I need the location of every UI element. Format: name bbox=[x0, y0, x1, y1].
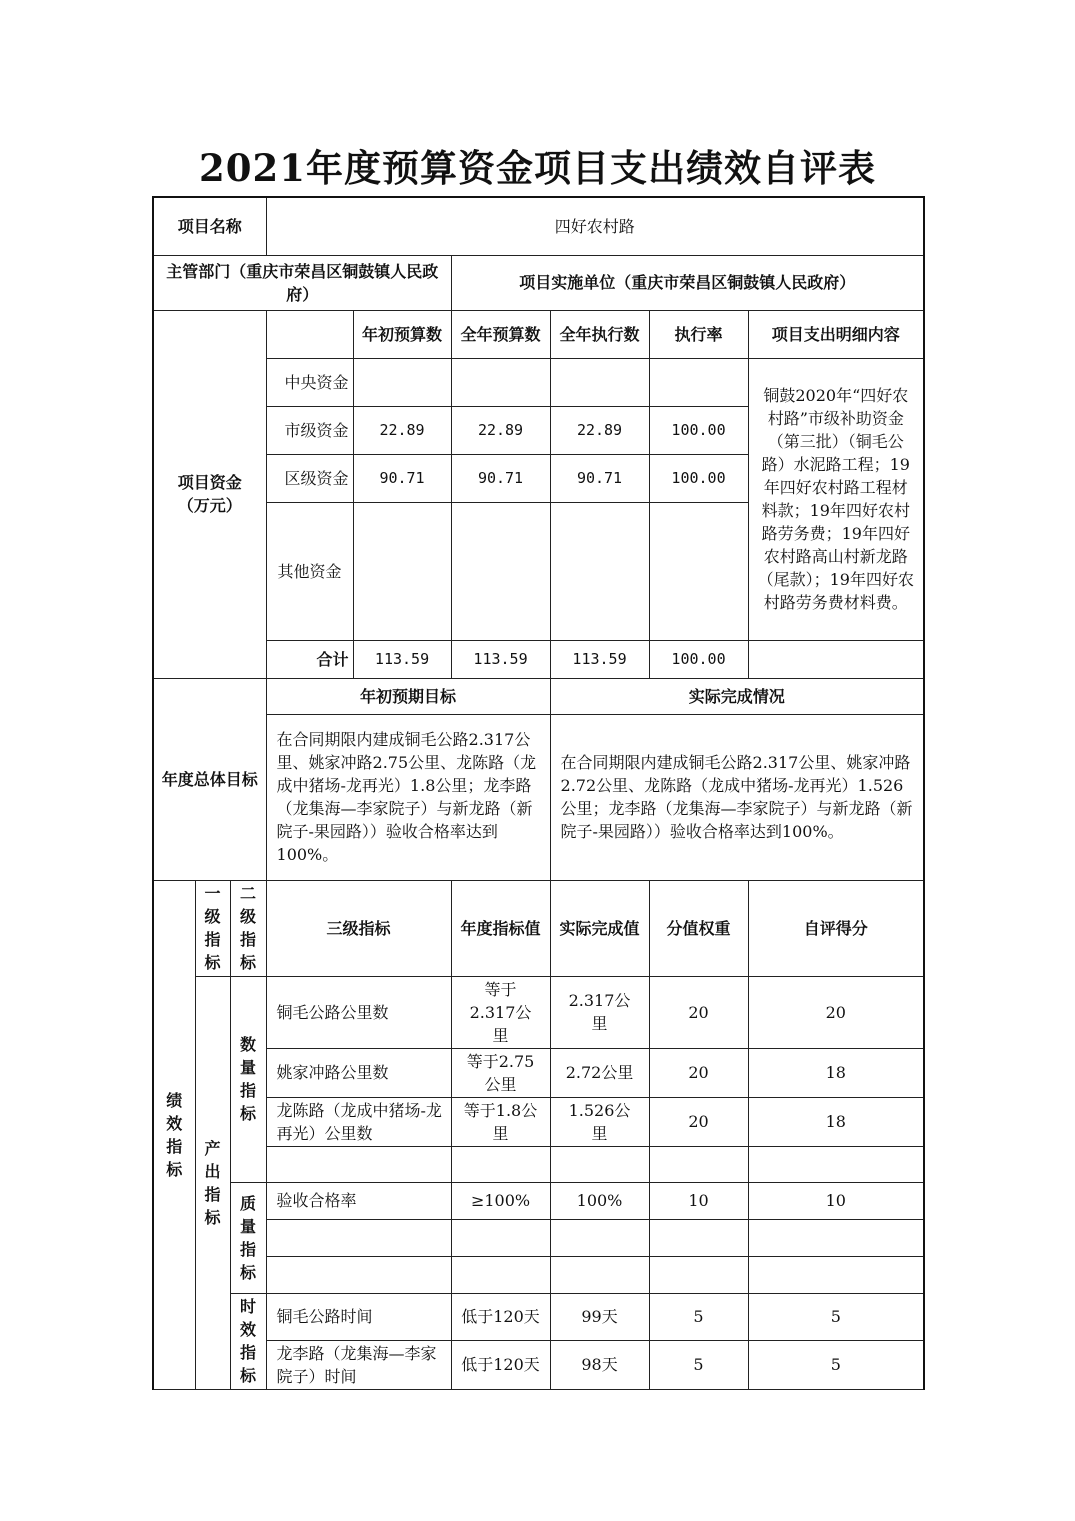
evaluation-form-table bbox=[152, 196, 925, 1390]
funds-row-central-name: 中央资金 bbox=[266, 358, 353, 406]
perf-quality-label-text: 质量指标 bbox=[239, 1193, 256, 1282]
perf-q1-score: 20 bbox=[748, 976, 924, 1048]
goals-label bbox=[153, 678, 266, 880]
perf-q-empty-target bbox=[451, 1146, 550, 1182]
funds-row-central-v1 bbox=[353, 358, 451, 406]
funds-label bbox=[153, 310, 266, 678]
perf-q-empty-name bbox=[266, 1146, 451, 1182]
page-title: 2021年度预算资金项目支出绩效自评表 bbox=[199, 146, 876, 190]
perf-q2-actual: 2.72公里 bbox=[550, 1048, 649, 1097]
perf-label-text: 绩效指标 bbox=[166, 1090, 183, 1179]
funds-row-city-rate: 100.00 bbox=[649, 406, 748, 454]
perf-t1-target: 低于120天 bbox=[451, 1293, 550, 1340]
perf-timeliness-label-text: 时效指标 bbox=[239, 1297, 256, 1385]
perf-header-actual: 实际完成值 bbox=[550, 880, 649, 976]
goals-actual-header: 实际完成情况 bbox=[550, 678, 924, 714]
funds-header-initial: 年初预算数 bbox=[353, 310, 451, 358]
funds-row-city-v1: 22.89 bbox=[353, 406, 451, 454]
funds-label-text: 项目资金（万元） bbox=[177, 473, 242, 515]
funds-header-blank bbox=[266, 310, 353, 358]
perf-header-level1-text: 一级指标 bbox=[204, 884, 221, 972]
perf-q2-target: 等于2.75公里 bbox=[451, 1048, 550, 1097]
perf-q-empty-actual bbox=[550, 1146, 649, 1182]
perf-ql-empty2-actual bbox=[550, 1256, 649, 1293]
funds-row-district-name: 区级资金 bbox=[266, 454, 353, 502]
perf-q3-weight: 20 bbox=[649, 1097, 748, 1146]
implementing-unit: 项目实施单位（重庆市荣昌区铜鼓镇人民政府） bbox=[451, 255, 924, 310]
perf-t1-weight: 5 bbox=[649, 1293, 748, 1340]
funds-total-v3: 113.59 bbox=[550, 640, 649, 678]
funds-header-annual: 全年预算数 bbox=[451, 310, 550, 358]
perf-ql1-actual: 100% bbox=[550, 1182, 649, 1219]
funds-row-district-v2: 90.71 bbox=[451, 454, 550, 502]
funds-row-other-name: 其他资金 bbox=[266, 502, 353, 640]
funds-total-v1: 113.59 bbox=[353, 640, 451, 678]
perf-quality-label bbox=[230, 1182, 266, 1293]
perf-ql1-name: 验收合格率 bbox=[266, 1182, 451, 1219]
funds-total-rate: 100.00 bbox=[649, 640, 748, 678]
project-name-value: 四好农村路 bbox=[266, 197, 924, 255]
perf-header-weight: 分值权重 bbox=[649, 880, 748, 976]
perf-ql-empty2-name bbox=[266, 1256, 451, 1293]
funds-total-v2: 113.59 bbox=[451, 640, 550, 678]
perf-header-level2-text: 二级指标 bbox=[239, 884, 256, 972]
perf-t2-name: 龙李路（龙集海—李家院子）时间 bbox=[266, 1340, 451, 1389]
goals-expected-text: 在合同期限内建成铜毛公路2.317公里、姚家冲路2.75公里、龙陈路（龙成中猪场-龙再光）1.8公里；龙李路（龙集海—李家院子）与新龙路（新院子-果园路））验收合格率达到100%。 bbox=[266, 714, 550, 880]
funds-total-detail bbox=[748, 640, 924, 678]
perf-header-level3: 三级指标 bbox=[266, 880, 451, 976]
funds-row-central-v3 bbox=[550, 358, 649, 406]
perf-q2-weight: 20 bbox=[649, 1048, 748, 1097]
perf-quantity-label-text: 数量指标 bbox=[239, 1035, 256, 1123]
funds-row-district-v3: 90.71 bbox=[550, 454, 649, 502]
funds-row-central-v2 bbox=[451, 358, 550, 406]
perf-q1-target: 等于2.317公里 bbox=[451, 976, 550, 1048]
perf-ql-empty2-weight bbox=[649, 1256, 748, 1293]
perf-ql1-weight: 10 bbox=[649, 1182, 748, 1219]
supervising-department: 主管部门（重庆市荣昌区铜鼓镇人民政府） bbox=[153, 255, 451, 310]
funds-row-city-v3: 22.89 bbox=[550, 406, 649, 454]
perf-ql1-target: ≥100% bbox=[451, 1182, 550, 1219]
perf-q3-target: 等于1.8公里 bbox=[451, 1097, 550, 1146]
perf-t2-score: 5 bbox=[748, 1340, 924, 1389]
perf-t1-name: 铜毛公路时间 bbox=[266, 1293, 451, 1340]
perf-ql-empty1-score bbox=[748, 1219, 924, 1256]
perf-header-level1 bbox=[195, 880, 230, 976]
perf-t2-weight: 5 bbox=[649, 1340, 748, 1389]
funds-total-name: 合计 bbox=[266, 640, 353, 678]
goals-label-text: 年度总体目标 bbox=[161, 769, 258, 789]
perf-level1-output-text: 产出指标 bbox=[204, 1138, 221, 1227]
perf-quantity-label bbox=[230, 976, 266, 1182]
perf-header-score: 自评得分 bbox=[748, 880, 924, 976]
perf-t1-actual: 99天 bbox=[550, 1293, 649, 1340]
perf-q2-name: 姚家冲路公里数 bbox=[266, 1048, 451, 1097]
funds-row-other-v2 bbox=[451, 502, 550, 640]
perf-q-empty-score bbox=[748, 1146, 924, 1182]
perf-q2-score: 18 bbox=[748, 1048, 924, 1097]
funds-detail-content: 铜鼓2020年“四好农村路”市级补助资金（第三批）（铜毛公路）水泥路工程；19年四好农村路工程材料款；19年四好农村路劳务费；19年四好农村路高山村新龙路（尾款）；19年四好农村路劳务费材料费。 bbox=[748, 358, 924, 640]
goals-actual-text: 在合同期限内建成铜毛公路2.317公里、姚家冲路2.72公里、龙陈路（龙成中猪场-龙再光）1.526公里；龙李路（龙集海—李家院子）与新龙路（新院子-果园路））验收合格率达到100%。 bbox=[550, 714, 924, 880]
funds-row-other-rate bbox=[649, 502, 748, 640]
funds-row-city-name: 市级资金 bbox=[266, 406, 353, 454]
perf-q3-score: 18 bbox=[748, 1097, 924, 1146]
perf-ql1-score: 10 bbox=[748, 1182, 924, 1219]
perf-t2-target: 低于120天 bbox=[451, 1340, 550, 1389]
perf-q-empty-weight bbox=[649, 1146, 748, 1182]
perf-header-target: 年度指标值 bbox=[451, 880, 550, 976]
funds-row-city-v2: 22.89 bbox=[451, 406, 550, 454]
funds-row-central-rate bbox=[649, 358, 748, 406]
perf-level1-output bbox=[195, 976, 230, 1389]
perf-ql-empty1-actual bbox=[550, 1219, 649, 1256]
perf-t2-actual: 98天 bbox=[550, 1340, 649, 1389]
funds-header-executed: 全年执行数 bbox=[550, 310, 649, 358]
perf-q1-actual: 2.317公里 bbox=[550, 976, 649, 1048]
project-name-label: 项目名称 bbox=[153, 197, 266, 255]
perf-ql-empty1-name bbox=[266, 1219, 451, 1256]
perf-header-level2 bbox=[230, 880, 266, 976]
goals-expected-header: 年初预期目标 bbox=[266, 678, 550, 714]
perf-q1-weight: 20 bbox=[649, 976, 748, 1048]
funds-header-rate: 执行率 bbox=[649, 310, 748, 358]
perf-ql-empty2-score bbox=[748, 1256, 924, 1293]
funds-header-detail: 项目支出明细内容 bbox=[748, 310, 924, 358]
funds-row-district-v1: 90.71 bbox=[353, 454, 451, 502]
funds-row-district-rate: 100.00 bbox=[649, 454, 748, 502]
perf-t1-score: 5 bbox=[748, 1293, 924, 1340]
perf-ql-empty1-weight bbox=[649, 1219, 748, 1256]
perf-ql-empty2-target bbox=[451, 1256, 550, 1293]
funds-row-other-v3 bbox=[550, 502, 649, 640]
funds-row-other-v1 bbox=[353, 502, 451, 640]
perf-ql-empty1-target bbox=[451, 1219, 550, 1256]
perf-timeliness-label bbox=[230, 1293, 266, 1389]
perf-label bbox=[153, 880, 195, 1389]
perf-q3-name: 龙陈路（龙成中猪场-龙再光）公里数 bbox=[266, 1097, 451, 1146]
perf-q3-actual: 1.526公里 bbox=[550, 1097, 649, 1146]
perf-q1-name: 铜毛公路公里数 bbox=[266, 976, 451, 1048]
